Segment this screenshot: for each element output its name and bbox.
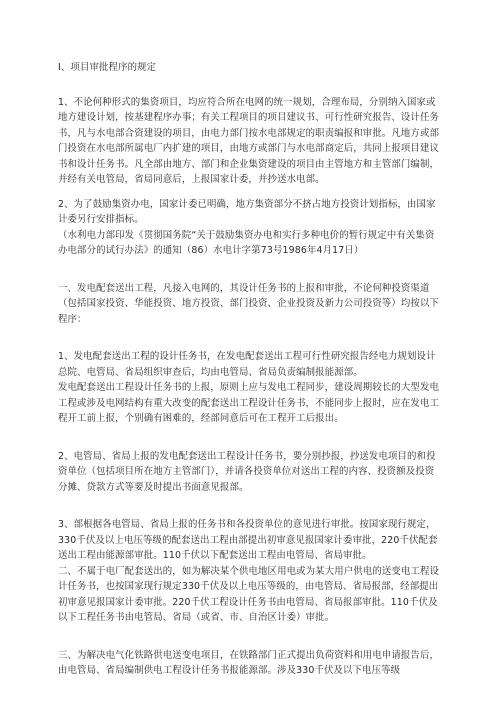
section-title: Ⅰ、项目审批程序的规定 (58, 62, 157, 73)
spacer (58, 259, 442, 281)
spacer (58, 427, 442, 449)
paragraph-5: 1、发电配套送出工程的设计任务书，在发电配套送出工程可行性研究报告经电力规划设计总院、电管局、省局组织审查后，均由电管局、省局负责编制报能源部。 (58, 351, 436, 378)
spacer (58, 327, 442, 349)
paragraph-2: 2、为了鼓励集资办电，国家计委已明确，地方集资部分不挤占地方投资计划指标，由国家计委另行安排指标。 (58, 198, 436, 225)
spacer (58, 626, 442, 648)
paragraph-7: 2、电管局、省局上报的发电配套送出工程设计任务书，要分别抄报，抄送发电项目的和投资单位（包括项目所在地方主管部门），并请各投资单位对送出工程的内容、投资额及投资分摊、贷款方式等要及时提出书面意见报部。 (58, 450, 436, 493)
paragraph-6: 发电配套送出工程设计任务书的上报，原则上应与发电工程同步，建设周期较长的大型发电工程或涉及电网结构有重大改变的配套送出工程设计任务书，不能同步上报时，应在发电工程开工前上报，个别确有困难的，经部同意后可在工程开工后报出。 (58, 382, 440, 424)
paragraph-1: 1、不论何种形式的集资项目，均应符合所在电网的统一规划，合理布局，分别纳入国家或地方建设计划，按基建程序办事；有关工程项目的项目建议书、可行性研究报告、设计任务书，凡与水电部合资建设的项目，由电力部门按水电部规定的职责编报和审批。凡地方或部门投资在水电部所属电厂内扩建的项目，由地方或部门与水电部商定后，共同上报项目建议书和设计任务书。凡全部由地方、部门和企业集资建设的项目由主管地方和主管部门编制，并经有关电管局，省局同意后，上报国家计委，并抄送水电部。 (58, 96, 440, 185)
spacer (58, 495, 442, 517)
paragraph-9: 二、不属于电厂配套送出的，如为解决某个供电地区用电或为某大用户供电的送变电工程设计任务书，也按国家现行规定330千伏及以上电压等级的，由电管局、省局报部，经部提出初审意见报国家计委审批。220千伏工程设计任务书由电管局、省局报部审批。110千伏及以下工程任务书由电管局、省局（或省、市、自治区计委）审批。 (58, 565, 440, 623)
paragraph-8: 3、部根据各电管局、省局上报的任务书和各投资单位的意见进行审批。按国家现行规定，330千伏及以上电压等级的配套送出工程由部提出初审意见报国家计委审批，220千伏配套送出工程由能源部审批。110千伏以下配套送出工程由电管局、省局审批。 (58, 519, 438, 561)
spacer (58, 86, 442, 95)
paragraph-3: （水利电力部印发《贯彻国务院“关于鼓励集资办电和实行多种电价的暂行规定中有关集资办电部分的试行办法》的通知（86）水电计字第73号1986年4月17日） (58, 229, 435, 256)
document-page (58, 60, 442, 679)
paragraph-4: 一、发电配套送出工程，凡接入电网的，其设计任务书的上报和审批，不论何种投资渠道（包括国家投资、华能投资、地方投资、部门投资、企业投资及新力公司投资等）均按以下程序： (58, 282, 440, 325)
paragraph-10: 三、为解决电气化铁路供电送变电项目，在铁路部门正式提出负荷资料和用电申请报告后，由电管局、省局编制供电工程设计任务书报能源部。涉及330千伏及以下电压等级 (58, 649, 440, 676)
spacer (58, 188, 442, 197)
